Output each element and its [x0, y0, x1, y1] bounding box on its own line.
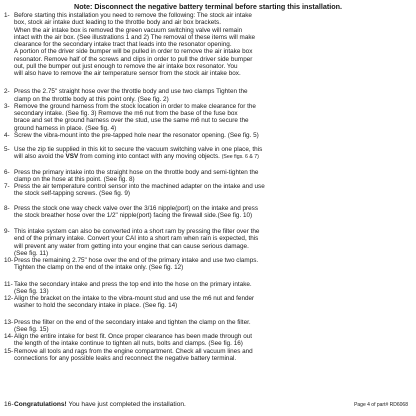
step-text — [14, 257, 412, 272]
step-text — [14, 228, 412, 257]
step-line: will prevent any water from getting into your engine that can cause serious damage. — [14, 242, 249, 250]
step-text — [14, 88, 412, 103]
battery-note: Note: Disconnect the negative battery terminal before starting this installation. — [74, 2, 342, 11]
step-line: the length of the intake continue to tighten all nuts, bolts and clamps. (See fig. 16) — [14, 340, 243, 348]
step-text — [14, 205, 412, 220]
step-line: Remove all tools and rags from the engine compartment. Check all vacuum lines and — [14, 347, 253, 355]
step-line: Before starting this installation you need to remove the following: The stock air intake — [14, 12, 252, 20]
step-1 — [4, 12, 412, 77]
step-line: secondary intake. (See fig. 3) Remove the m6 nut from the base of the fuse box — [14, 110, 238, 118]
step-text — [14, 319, 412, 334]
step-line: When the air intake box is removed the green vacuum switching valve will remain — [14, 26, 243, 34]
step-line: clamp on the hose at this point. (See fig. 8) — [14, 175, 135, 183]
step-text — [14, 333, 412, 348]
step-2 — [4, 88, 412, 103]
step-8 — [4, 205, 412, 220]
step-5 — [4, 146, 412, 162]
step-text — [14, 295, 412, 310]
step-number: 3- — [4, 102, 10, 110]
step-line: A portion of the driver side bumper will be pulled in order to remove the air intake box — [14, 48, 253, 56]
step-text — [14, 146, 412, 162]
step-14 — [4, 333, 412, 348]
step-13 — [4, 319, 412, 334]
step-text — [14, 183, 412, 198]
step-line: will also avoid the VSV from coming into contact with any moving objects. (See figs. 6 & 7) — [14, 153, 259, 161]
step-line: out, pull the bumper out just enough to remove the air intake box resonator. You — [14, 62, 238, 70]
step-4 — [4, 132, 412, 139]
step-number: 16- — [4, 401, 14, 408]
step-line: Use the zip tie supplied in this kit to secure the vacuum switching valve in one place, this — [14, 146, 263, 154]
step-number: 8- — [4, 204, 10, 212]
instructions-page — [4, 3, 412, 362]
completion-text: You have just completed the installation. — [66, 401, 186, 408]
step-line: clamp on the throttle body at this point only. (See fig. 2) — [14, 95, 169, 103]
step-text — [14, 281, 412, 296]
step-line: Remove the ground harness from the stock location in order to make clearance for the — [14, 102, 256, 110]
step-number: 1- — [4, 12, 10, 20]
step-line: box, stock air intake duct leading to the throttle body and air box brackets. — [14, 19, 221, 27]
congratulations-text: Congratulations! — [14, 401, 67, 408]
step-11 — [4, 281, 412, 296]
step-12 — [4, 295, 412, 310]
step-line: Align the entire intake for best fit. Once proper clearance has been made through out — [14, 333, 253, 341]
step-line: Press the primary intake into the straight hose on the throttle body and semi-tighten the — [14, 168, 259, 176]
step-text — [14, 12, 412, 77]
step-number: 13- — [4, 318, 14, 326]
step-number: 9- — [4, 228, 10, 236]
page-number: Page 4 of part# RD6068 — [354, 402, 408, 408]
step-line: the stock self-tapping screws. (See fig. 9) — [14, 190, 130, 198]
step-9 — [4, 228, 412, 257]
step-number: 10- — [4, 257, 14, 265]
step-line: Press the stock one way check valve over the 3/16 nipple(port) on the intake and press — [14, 204, 259, 212]
step-line: ground harness in place. (See fig. 4) — [14, 124, 117, 132]
step-number: 14- — [4, 333, 14, 341]
step-number: 12- — [4, 295, 14, 303]
step-line: This intake system can also be converted into a short ram by pressing the filter over the — [14, 228, 260, 236]
step-line: clearance for the secondary intake tract that leads into the resonator opening. — [14, 41, 232, 49]
step-line: intact with the air box. (See illustrations 1 and 2) The removal of these items will make — [14, 33, 256, 41]
step-line: Align the bracket on the intake to the vibra-mount stud and use the m6 nut and fender — [14, 295, 255, 303]
step-line: Tighten the clamp on the end of the intake only. (See fig. 12) — [14, 264, 184, 272]
step-number: 5- — [4, 146, 10, 154]
step-7 — [4, 183, 412, 198]
step-line: connections for any possible leaks and reconnect the negative battery terminal. — [14, 354, 237, 362]
step-text — [14, 103, 412, 132]
step-line: (See fig. 15) — [14, 325, 49, 333]
step-15 — [4, 348, 412, 363]
step-text — [14, 132, 412, 139]
step-16 — [4, 401, 186, 408]
step-line: (See fig. 13) — [14, 287, 49, 295]
step-number: 6- — [4, 168, 10, 176]
step-text — [14, 169, 412, 184]
step-line: the stock breather hose over the 1/2" nipple(port) facing the firewall side.(See fig. 10) — [14, 211, 253, 219]
step-number: 7- — [4, 183, 10, 191]
footer — [4, 401, 412, 408]
step-line: brace and set the ground harness over the stud, use the same m6 nut to secure the — [14, 117, 249, 125]
step-line: Press the 2.75" straight hose over the throttle body and use two clamps Tighten the — [14, 88, 248, 96]
step-10 — [4, 257, 412, 272]
step-3 — [4, 103, 412, 132]
step-line: resonator. Remove half of the screws and clips in order to pull the driver side bumper — [14, 55, 253, 63]
step-line: will also have to remove the air temperature sensor from the stock air intake box. — [14, 70, 241, 78]
step-line: Screw the vibra-mount into the pre-tapped hole near the resonator opening. (See fig. 5) — [14, 131, 259, 139]
step-line: end of the primary intake. Convert your CAI into a short ram when rain is expected, this — [14, 235, 259, 243]
step-line: washer to hold the secondary intake in place. (See fig. 14) — [14, 302, 178, 310]
step-number: 2- — [4, 88, 10, 96]
step-number: 4- — [4, 131, 10, 139]
step-line: Take the secondary intake and press the top end into the hose on the primary intake. — [14, 280, 252, 288]
step-text — [14, 348, 412, 363]
step-6 — [4, 169, 412, 184]
step-number: 11- — [4, 280, 13, 288]
step-number: 15- — [4, 347, 14, 355]
step-text — [14, 401, 186, 408]
step-line: Press the remaining 2.75" hose over the end of the primary intake and use two clamps. — [14, 257, 259, 265]
step-line: Press the air temperature control sensor into the machined adapter on the intake and use — [14, 183, 265, 191]
step-line: (See fig. 11) — [14, 249, 49, 257]
step-line: Press the filter on the end of the secondary intake and tighten the clamp on the filter. — [14, 318, 251, 326]
